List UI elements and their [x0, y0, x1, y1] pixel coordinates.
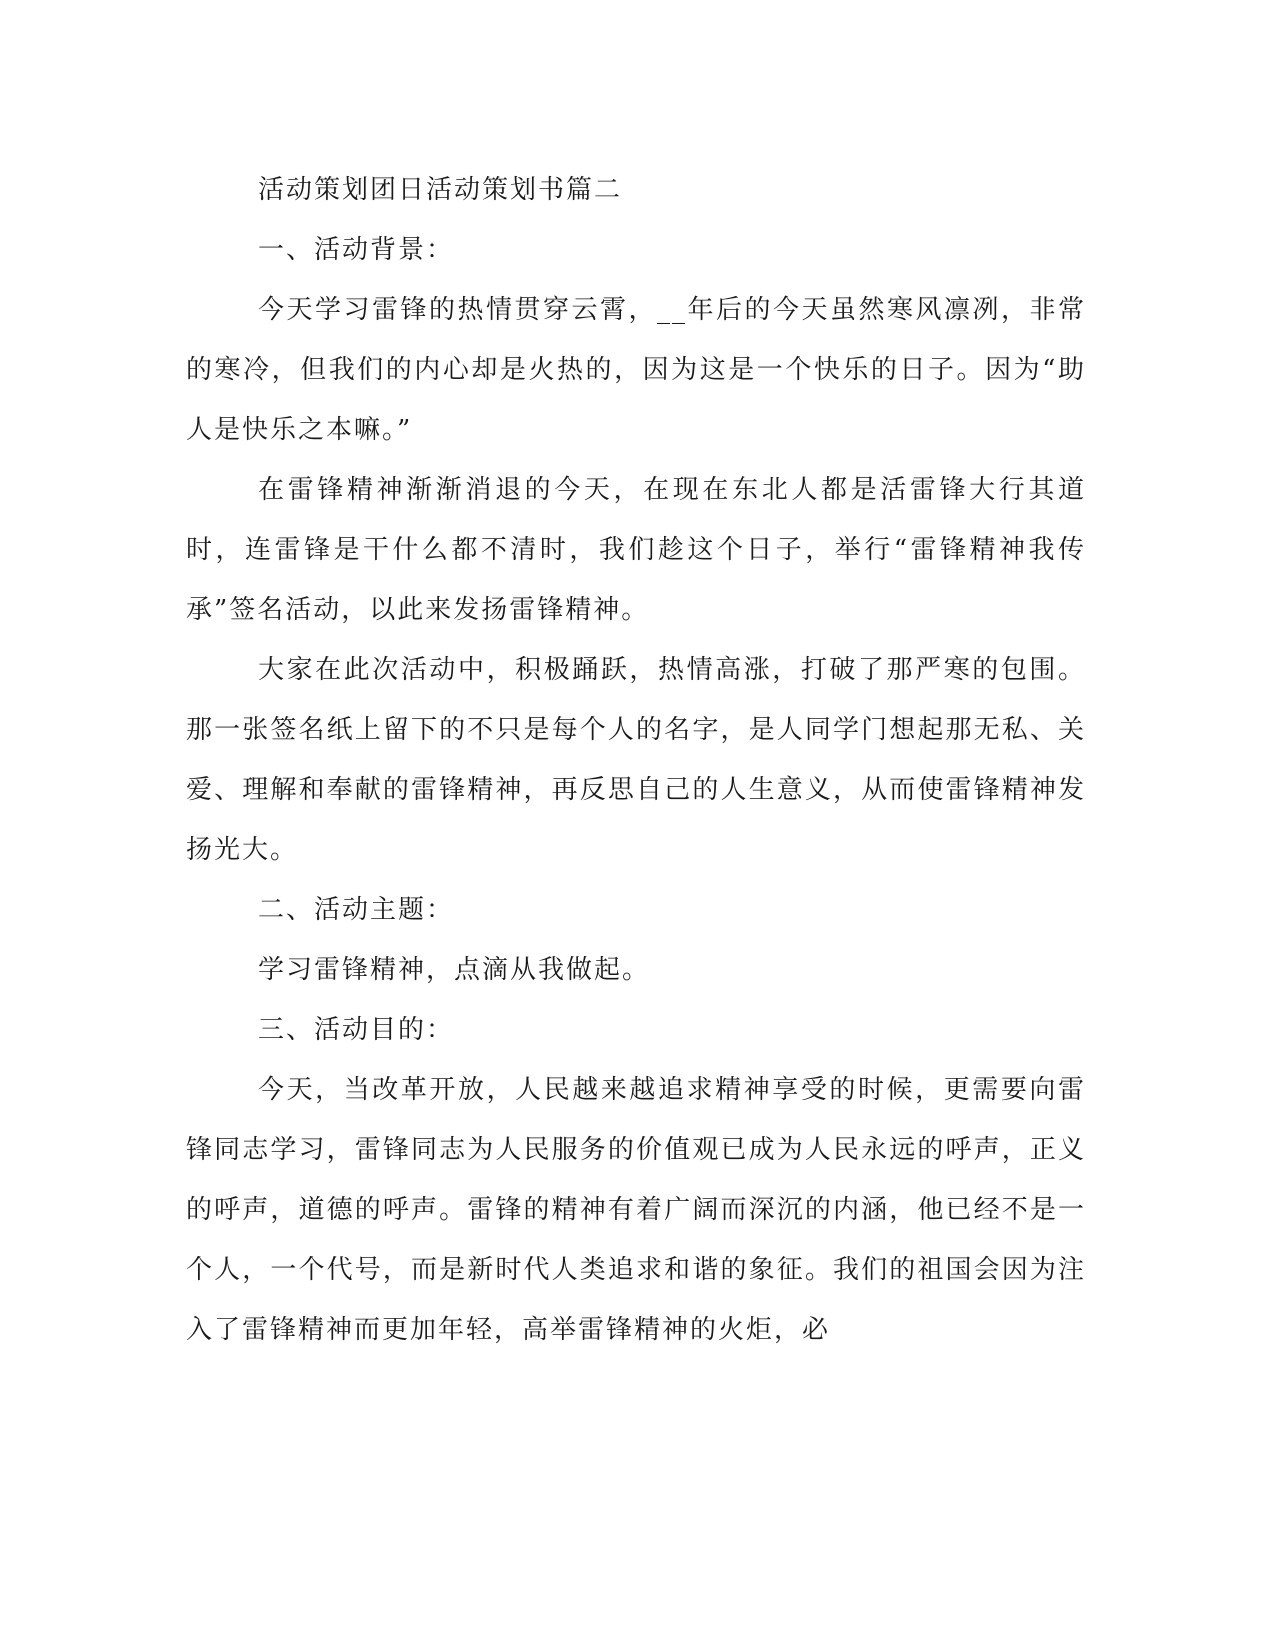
- paragraph: 今天学习雷锋的热情贯穿云霄，__年后的今天虽然寒风凛冽，非常的寒冷，但我们的内心却是火热的，因为这是一个快乐的日子。因为“助人是快乐之本嘛。”: [186, 295, 1086, 445]
- section-heading-theme: 二、活动主题：: [258, 895, 455, 925]
- document-body: [186, 160, 1086, 1360]
- paragraph: 在雷锋精神渐渐消退的今天，在现在东北人都是活雷锋大行其道时，连雷锋是干什么都不清时，我们趁这个日子，举行“雷锋精神我传承”签名活动，以此来发扬雷锋精神。: [186, 475, 1086, 625]
- document-title: 活动策划团日活动策划书篇二: [258, 175, 623, 205]
- paragraph: 学习雷锋精神，点滴从我做起。: [258, 955, 651, 985]
- section-heading-background: 一、活动背景：: [258, 235, 455, 265]
- paragraph: 大家在此次活动中，积极踊跃，热情高涨，打破了那严寒的包围。那一张签名纸上留下的不只是每个人的名字，是人同学门想起那无私、关爱、理解和奉献的雷锋精神，再反思自己的人生意义，从而使雷锋精神发扬光大。: [186, 655, 1086, 865]
- paragraph: 今天，当改革开放，人民越来越追求精神享受的时候，更需要向雷锋同志学习，雷锋同志为人民服务的价值观已成为人民永远的呼声，正义的呼声，道德的呼声。雷锋的精神有着广阔而深沉的内涵，他已经不是一个人，一个代号，而是新时代人类追求和谐的象征。我们的祖国会因为注入了雷锋精神而更加年轻，高举雷锋精神的火炬，必: [186, 1075, 1086, 1345]
- section-heading-purpose: 三、活动目的：: [258, 1015, 455, 1045]
